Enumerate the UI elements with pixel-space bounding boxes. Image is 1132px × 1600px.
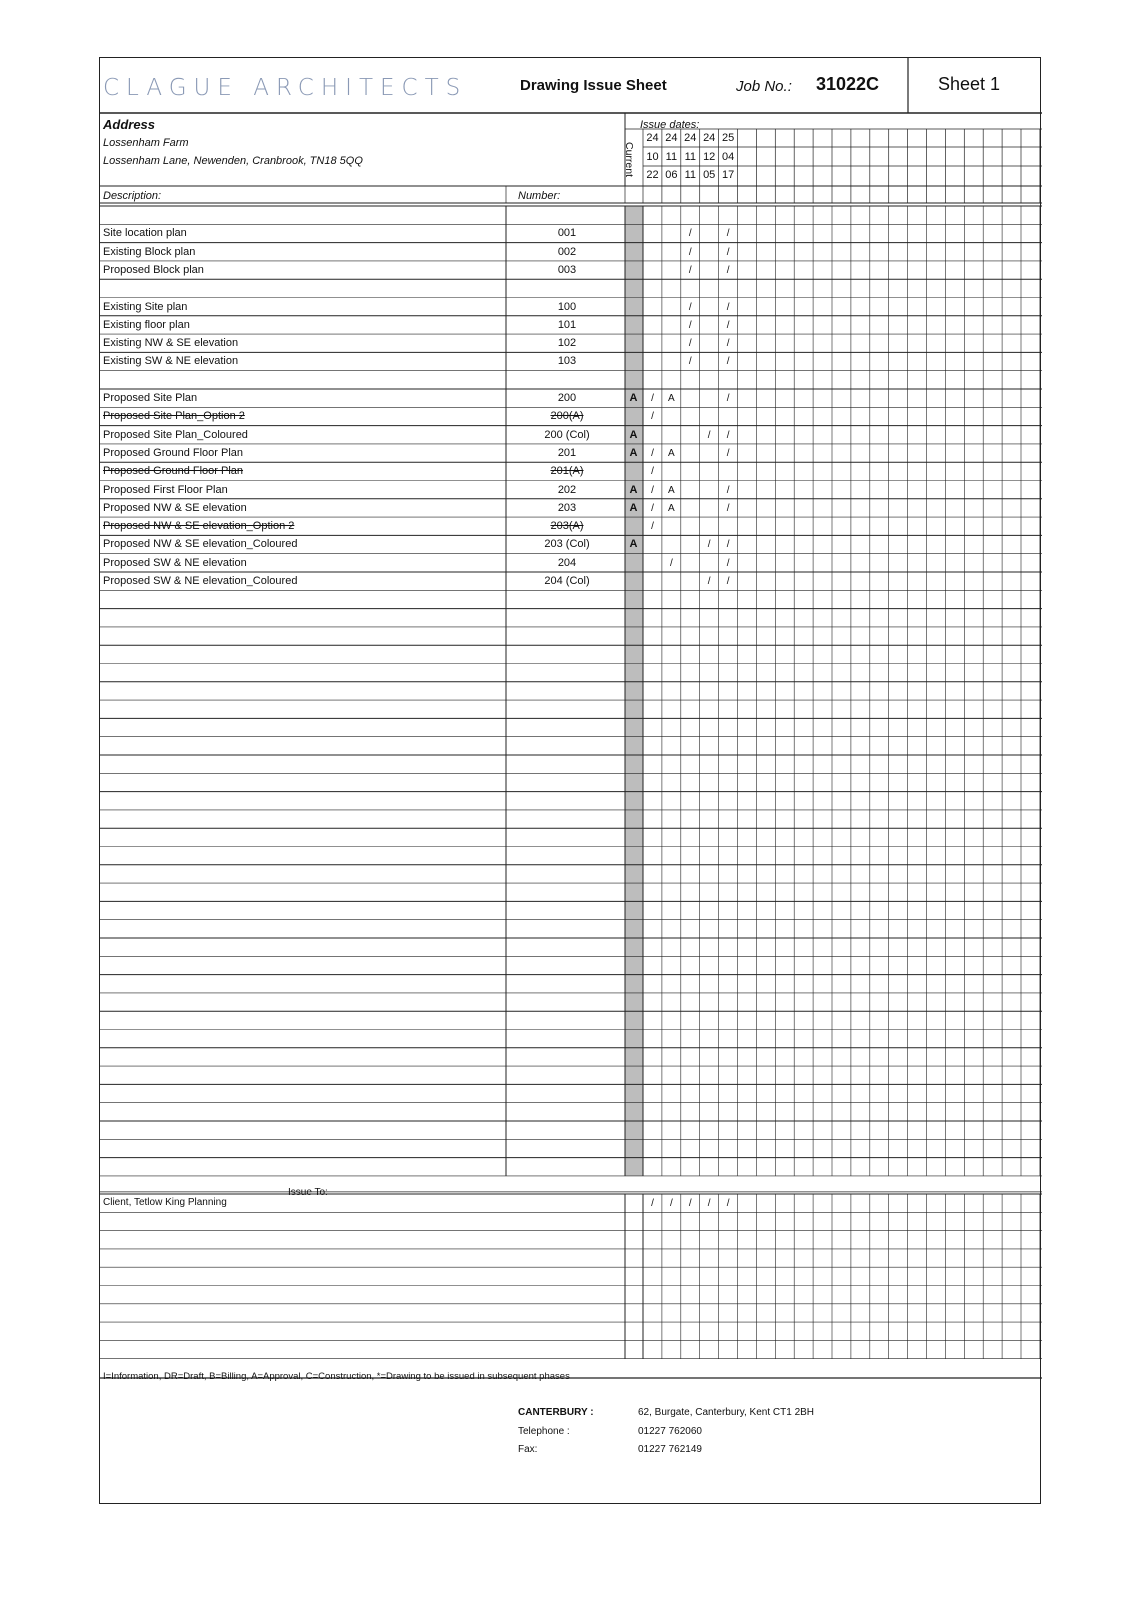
issue-mark: / xyxy=(726,539,730,551)
drawing-number: 100 xyxy=(557,300,577,313)
issue-mark: A xyxy=(668,484,675,496)
current-revision: A xyxy=(629,538,638,551)
number-header: Number: xyxy=(518,190,561,202)
issue-mark: / xyxy=(651,393,654,404)
issue-date-d: 25 xyxy=(721,132,735,144)
issue-mark: / xyxy=(707,576,711,587)
address-heading: Address xyxy=(103,117,156,132)
drawing-number: 201(A) xyxy=(550,465,584,478)
current-column-shade xyxy=(625,206,643,1176)
issue-date-m: 12 xyxy=(703,150,716,163)
recipient-issue-mark: / xyxy=(707,1198,711,1209)
issue-mark: / xyxy=(688,301,692,313)
issue-date-m: 11 xyxy=(665,150,678,163)
issue-mark: / xyxy=(726,502,730,514)
drawing-description: Existing floor plan xyxy=(103,318,190,331)
drawing-number: 200 (Col) xyxy=(544,428,590,441)
issue-mark: / xyxy=(726,228,730,240)
issue-date-m: 10 xyxy=(646,150,659,163)
drawing-description: Proposed First Floor Plan xyxy=(103,483,228,496)
issue-mark: A xyxy=(668,447,675,459)
issue-mark: / xyxy=(726,557,730,569)
recipient-issue-mark: / xyxy=(688,1198,692,1209)
drawing-number: 002 xyxy=(557,245,577,258)
issue-mark: / xyxy=(688,228,692,240)
issue-mark: / xyxy=(651,521,654,533)
sheet-title: Drawing Issue Sheet xyxy=(520,77,667,94)
fax-number: 01227 762149 xyxy=(638,1444,702,1455)
drawing-number: 001 xyxy=(557,227,577,240)
job-number-label: Job No.: xyxy=(736,78,792,95)
drawing-number: 200(A) xyxy=(550,410,584,423)
issue-mark: / xyxy=(707,429,711,441)
job-number: 31022C xyxy=(816,74,880,94)
issue-date-y: 05 xyxy=(703,169,716,181)
issue-mark: / xyxy=(670,557,673,569)
recipient-name: Client, Tetlow King Planning xyxy=(103,1197,227,1208)
address-line-2: Lossenham Lane, Newenden, Cranbrook, TN18 5QQ xyxy=(103,155,363,167)
current-label: Current xyxy=(623,142,635,178)
issue-to-label: Issue To: xyxy=(288,1187,328,1198)
recipient-issue-mark: / xyxy=(726,1198,730,1209)
issue-date-d: 24 xyxy=(665,132,678,144)
issue-date-y: 17 xyxy=(721,169,735,181)
issue-mark: A xyxy=(668,502,675,514)
issue-mark: / xyxy=(726,356,730,368)
drawing-description: Proposed NW & SE elevation_Coloured xyxy=(103,538,298,551)
current-revision: A xyxy=(629,446,638,459)
drawing-number: 202 xyxy=(557,483,577,496)
telephone-number: 01227 762060 xyxy=(638,1426,702,1437)
drawing-number: 203 (Col) xyxy=(544,538,590,551)
issue-mark: / xyxy=(707,539,711,551)
drawing-number: 204 xyxy=(557,556,577,569)
drawing-description: Proposed Site Plan_Option 2 xyxy=(103,410,245,423)
drawing-number: 200 xyxy=(557,392,577,404)
office-address: 62, Burgate, Canterbury, Kent CT1 2BH xyxy=(638,1407,815,1418)
issue-mark: / xyxy=(651,466,654,478)
issue-date-m: 11 xyxy=(684,150,696,163)
issue-mark: / xyxy=(726,484,730,496)
issue-mark: / xyxy=(688,319,692,331)
recipient-issue-mark: / xyxy=(651,1198,654,1209)
issue-mark: / xyxy=(688,246,692,258)
drawing-number: 203(A) xyxy=(550,520,584,533)
issue-date-d: 24 xyxy=(684,132,697,144)
current-revision: A xyxy=(629,428,638,441)
status-legend: I=Information, DR=Draft, B=Billing, A=Approval, C=Construction, *=Drawing to be issued in subsequent phases xyxy=(103,1371,570,1382)
drawing-number: 101 xyxy=(557,318,577,331)
recipient-issue-mark: / xyxy=(670,1198,673,1209)
drawing-description: Proposed Site Plan_Coloured xyxy=(103,428,248,441)
drawing-issue-sheet xyxy=(99,57,1041,1504)
issue-dates-label: Issue dates: xyxy=(640,119,700,131)
telephone-label: Telephone : xyxy=(518,1426,570,1437)
issue-date-y: 06 xyxy=(665,169,678,181)
issue-mark: A xyxy=(668,393,675,404)
drawing-description: Existing Site plan xyxy=(103,300,188,313)
drawing-description: Existing SW & NE elevation xyxy=(103,355,239,368)
issue-mark: / xyxy=(651,411,654,423)
drawing-description: Proposed SW & NE elevation_Coloured xyxy=(103,575,298,587)
drawing-number: 103 xyxy=(557,355,577,368)
issue-mark: / xyxy=(651,447,654,459)
current-revision: A xyxy=(629,483,638,496)
issue-mark: / xyxy=(651,484,654,496)
drawing-description: Existing Block plan xyxy=(103,245,196,258)
current-revision: A xyxy=(629,501,638,514)
sheet-number: Sheet 1 xyxy=(938,74,1001,94)
issue-mark: / xyxy=(726,393,730,404)
fax-label: Fax: xyxy=(518,1444,538,1455)
issue-date-d: 24 xyxy=(646,132,659,144)
issue-date-y: 22 xyxy=(646,169,659,181)
issue-mark: / xyxy=(726,447,730,459)
issue-mark: / xyxy=(688,264,692,276)
drawing-description: Proposed SW & NE elevation xyxy=(103,556,247,569)
issue-mark: / xyxy=(726,338,730,350)
drawing-description: Proposed Ground Floor Plan xyxy=(103,446,244,459)
issue-mark: / xyxy=(688,338,692,350)
issue-date-m: 04 xyxy=(721,150,735,163)
issue-mark: / xyxy=(726,301,730,313)
issue-mark: / xyxy=(651,502,654,514)
issue-mark: / xyxy=(726,264,730,276)
drawing-description: Proposed NW & SE elevation_Option 2 xyxy=(103,520,295,533)
drawing-description: Proposed Site Plan xyxy=(103,392,198,404)
issue-mark: / xyxy=(726,246,730,258)
drawing-description: Proposed NW & SE elevation xyxy=(103,501,247,514)
issue-date-d: 24 xyxy=(703,132,716,144)
issue-date-y: 11 xyxy=(684,169,696,181)
issue-mark: / xyxy=(688,356,692,368)
issue-mark: / xyxy=(726,576,730,587)
drawing-number: 003 xyxy=(557,263,577,276)
description-header: Description: xyxy=(103,190,162,202)
drawing-number: 203 xyxy=(557,501,577,514)
company-logo: CLAGUE ARCHITECTS xyxy=(103,75,468,101)
drawing-description: Proposed Ground Floor Plan xyxy=(103,465,244,478)
address-line-1: Lossenham Farm xyxy=(103,137,189,149)
drawing-description: Site location plan xyxy=(103,227,187,240)
drawing-description: Existing NW & SE elevation xyxy=(103,337,239,350)
issue-mark: / xyxy=(726,319,730,331)
issue-mark: / xyxy=(726,429,730,441)
office-label: CANTERBURY : xyxy=(518,1407,594,1418)
current-revision: A xyxy=(629,392,638,404)
drawing-description: Proposed Block plan xyxy=(103,263,204,276)
drawing-number: 201 xyxy=(557,446,577,459)
drawing-number: 102 xyxy=(557,337,577,350)
drawing-number: 204 (Col) xyxy=(544,575,590,587)
